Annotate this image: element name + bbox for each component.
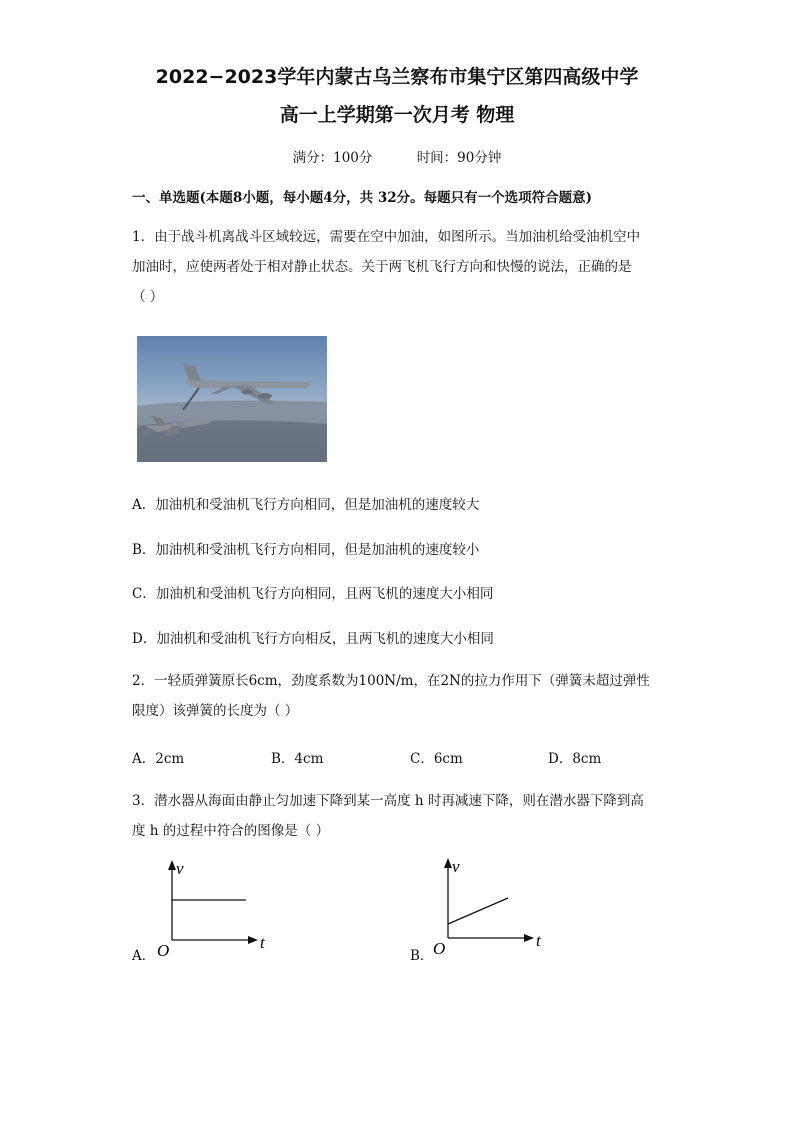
graph-a-v-label: v	[176, 859, 184, 878]
q1-line2: 加油时，应使两者处于相对静止状态。关于两飞机飞行方向和快慢的说法，正确的是	[132, 259, 632, 275]
graph-b-t-label: t	[536, 931, 541, 950]
q2-line1: 2．一轻质弹簧原长6cm，劲度系数为100N/m，在2N的拉力作用下（弹簧未超过弹性	[132, 673, 650, 689]
q3-option-b-label[interactable]: B．	[410, 948, 434, 964]
question-1	[132, 222, 664, 312]
question-2	[132, 666, 664, 726]
q1-option-a[interactable]: A．加油机和受油机飞行方向相同，但是加油机的速度较大	[132, 497, 480, 513]
full-score: 满分：100分	[292, 150, 373, 166]
section-heading: 一、单选题(本题8小题，每小题4分，共 32分。每题只有一个选项符合题意)	[132, 190, 593, 206]
graph-a[interactable]	[152, 854, 282, 964]
doc-title-line1: 2022−2023学年内蒙古乌兰察布市集宁区第四高级中学	[155, 66, 639, 88]
q1-option-b[interactable]: B．加油机和受油机飞行方向相同，但是加油机的速度较小	[132, 542, 480, 558]
doc-title-line2: 高一上学期第一次月考 物理	[279, 104, 515, 126]
q2-line2: 限度）该弹簧的长度为（ ）	[132, 703, 299, 719]
q1-option-d[interactable]: D．加油机和受油机飞行方向相反，且两飞机的速度大小相同	[132, 631, 494, 647]
q3-option-a-label[interactable]: A．	[132, 948, 156, 964]
question-3	[132, 786, 664, 846]
q1-line3: （ ）	[132, 289, 164, 305]
graph-a-t-label: t	[260, 933, 265, 952]
graph-b-v-label: v	[452, 857, 460, 876]
q2-option-a[interactable]: A．2cm	[132, 751, 185, 767]
q2-option-c[interactable]: C．6cm	[410, 751, 463, 767]
q3-line1: 3．潜水器从海面由静止匀加速下降到某一高度 h 时再减速下降，则在潜水器下降到高	[132, 793, 644, 809]
q2-option-d[interactable]: D．8cm	[548, 751, 602, 767]
q1-option-c[interactable]: C．加油机和受油机飞行方向相同，且两飞机的速度大小相同	[132, 586, 494, 602]
q1-line1: 1．由于战斗机离战斗区域较远，需要在空中加油，如图所示。当加油机给受油机空中	[132, 229, 641, 245]
q3-line2: 度 h 的过程中符合的图像是（ ）	[132, 823, 330, 839]
refueling-photo	[137, 336, 327, 462]
exam-time: 时间：90分钟	[416, 150, 502, 166]
exam-meta	[0, 146, 794, 166]
graph-b-origin-label: O	[433, 939, 446, 958]
graph-a-origin-label: O	[157, 941, 170, 960]
q2-option-b[interactable]: B．4cm	[271, 751, 324, 767]
graph-b[interactable]	[428, 852, 558, 962]
